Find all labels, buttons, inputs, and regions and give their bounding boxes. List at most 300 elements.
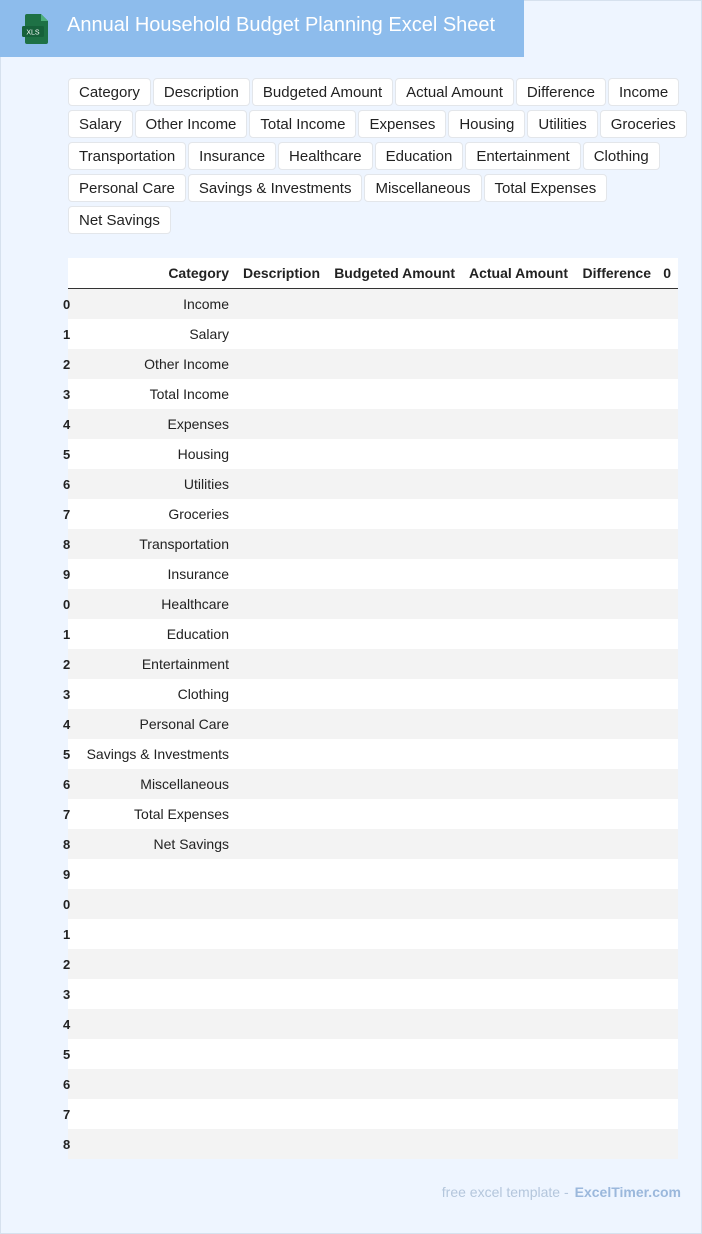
row-index-cell[interactable]	[63, 859, 76, 889]
empty-cell[interactable]	[462, 889, 575, 919]
row-index: 8	[63, 1137, 71, 1152]
table-row	[68, 979, 678, 1009]
category-chip[interactable]: Total Income	[249, 110, 356, 138]
category-cell[interactable]	[76, 1129, 236, 1159]
row-index: 8	[63, 837, 71, 852]
column-header: Category	[76, 258, 236, 289]
table-row	[68, 859, 678, 889]
empty-cell[interactable]	[575, 349, 658, 379]
empty-cell[interactable]	[327, 589, 462, 619]
empty-cell[interactable]	[327, 409, 462, 439]
row-index: 0	[63, 597, 71, 612]
row-index-cell[interactable]	[63, 589, 76, 619]
category-cell[interactable]	[76, 1069, 236, 1099]
category-chip[interactable]: Entertainment	[465, 142, 580, 170]
row-index-cell[interactable]	[63, 799, 76, 829]
row-index: 0	[63, 897, 71, 912]
row-index: 5	[63, 747, 71, 762]
empty-cell[interactable]	[575, 499, 658, 529]
empty-cell[interactable]	[575, 919, 658, 949]
empty-cell[interactable]	[658, 829, 678, 859]
category-cell[interactable]: Housing	[76, 439, 236, 469]
empty-cell[interactable]	[575, 739, 658, 769]
budget-table	[63, 258, 678, 1159]
empty-cell[interactable]	[575, 979, 658, 1009]
table-row	[68, 499, 678, 529]
empty-cell[interactable]	[575, 769, 658, 799]
empty-cell[interactable]	[236, 1099, 327, 1129]
category-cell[interactable]: Miscellaneous	[76, 769, 236, 799]
empty-cell[interactable]	[658, 619, 678, 649]
empty-cell[interactable]	[658, 649, 678, 679]
row-index: 4	[63, 1017, 71, 1032]
empty-cell[interactable]	[575, 379, 658, 409]
title-banner	[0, 0, 524, 57]
empty-cell[interactable]	[658, 409, 678, 439]
category-cell[interactable]: Expenses	[76, 409, 236, 439]
empty-cell[interactable]	[462, 349, 575, 379]
empty-cell[interactable]	[327, 919, 462, 949]
empty-cell[interactable]	[236, 739, 327, 769]
category-cell[interactable]: Other Income	[76, 349, 236, 379]
empty-cell[interactable]	[236, 319, 327, 349]
category-cell[interactable]: Insurance	[76, 559, 236, 589]
empty-cell[interactable]	[575, 529, 658, 559]
empty-cell[interactable]	[462, 379, 575, 409]
category-chip[interactable]: Category	[68, 78, 151, 106]
row-index: 1	[63, 927, 71, 942]
category-chip[interactable]: Savings & Investments	[188, 174, 363, 202]
row-index-cell[interactable]	[63, 499, 76, 529]
row-index-cell[interactable]	[63, 769, 76, 799]
row-index-cell[interactable]	[63, 439, 76, 469]
empty-cell[interactable]	[236, 469, 327, 499]
category-chip[interactable]: Miscellaneous	[364, 174, 481, 202]
empty-cell[interactable]	[462, 289, 575, 320]
empty-cell[interactable]	[462, 1099, 575, 1129]
empty-cell[interactable]	[658, 919, 678, 949]
empty-cell[interactable]	[236, 799, 327, 829]
row-index-cell[interactable]	[63, 1129, 76, 1159]
empty-cell[interactable]	[327, 949, 462, 979]
empty-cell[interactable]	[462, 949, 575, 979]
row-index-cell[interactable]	[63, 919, 76, 949]
empty-cell[interactable]	[327, 679, 462, 709]
empty-cell[interactable]	[462, 859, 575, 889]
category-cell[interactable]: Income	[76, 289, 236, 320]
category-cell[interactable]	[76, 1039, 236, 1069]
row-index-cell[interactable]	[63, 679, 76, 709]
empty-cell[interactable]	[462, 799, 575, 829]
category-cell[interactable]: Net Savings	[76, 829, 236, 859]
empty-cell[interactable]	[658, 589, 678, 619]
category-chip[interactable]: Healthcare	[278, 142, 373, 170]
empty-cell[interactable]	[236, 1069, 327, 1099]
column-header: Description	[236, 258, 327, 289]
empty-cell[interactable]	[462, 919, 575, 949]
row-index-cell[interactable]	[63, 1039, 76, 1069]
empty-cell[interactable]	[236, 499, 327, 529]
table-row	[68, 1009, 678, 1039]
row-index-cell[interactable]	[63, 469, 76, 499]
footer-prefix: free excel template -	[441, 1184, 569, 1200]
category-cell[interactable]: Clothing	[76, 679, 236, 709]
empty-cell[interactable]	[462, 1009, 575, 1039]
table-row	[68, 649, 678, 679]
empty-cell[interactable]	[236, 679, 327, 709]
category-chip[interactable]: Groceries	[600, 110, 687, 138]
empty-cell[interactable]	[327, 529, 462, 559]
empty-cell[interactable]	[658, 949, 678, 979]
row-index: 6	[63, 777, 71, 792]
table-row	[68, 469, 678, 499]
category-cell[interactable]: Total Expenses	[76, 799, 236, 829]
empty-cell[interactable]	[236, 289, 327, 320]
category-chip[interactable]: Net Savings	[68, 206, 171, 234]
row-index-cell[interactable]	[63, 289, 76, 320]
table-row	[68, 769, 678, 799]
row-index-cell[interactable]	[63, 409, 76, 439]
empty-cell[interactable]	[575, 649, 658, 679]
table-row	[68, 289, 678, 320]
category-cell[interactable]	[76, 1099, 236, 1129]
empty-cell[interactable]	[327, 979, 462, 1009]
category-cell[interactable]: Healthcare	[76, 589, 236, 619]
empty-cell[interactable]	[462, 589, 575, 619]
row-index-cell[interactable]	[63, 619, 76, 649]
empty-cell[interactable]	[575, 619, 658, 649]
table-row	[68, 1039, 678, 1069]
empty-cell[interactable]	[327, 649, 462, 679]
empty-cell[interactable]	[575, 1039, 658, 1069]
empty-cell[interactable]	[236, 709, 327, 739]
category-cell[interactable]: Savings & Investments	[76, 739, 236, 769]
excel-file-icon-label: XLS	[26, 29, 40, 37]
row-index: 4	[63, 717, 71, 732]
empty-cell[interactable]	[658, 859, 678, 889]
empty-cell[interactable]	[462, 529, 575, 559]
empty-cell[interactable]	[462, 409, 575, 439]
row-index-cell[interactable]	[63, 559, 76, 589]
empty-cell[interactable]	[236, 949, 327, 979]
empty-cell[interactable]	[462, 619, 575, 649]
empty-cell[interactable]	[575, 1129, 658, 1159]
empty-cell[interactable]	[575, 409, 658, 439]
table-row	[68, 679, 678, 709]
empty-cell[interactable]	[327, 829, 462, 859]
row-index: 8	[63, 537, 71, 552]
category-chip[interactable]: Expenses	[358, 110, 446, 138]
empty-cell[interactable]	[236, 829, 327, 859]
empty-cell[interactable]	[462, 559, 575, 589]
table-row	[68, 619, 678, 649]
category-chip[interactable]: Clothing	[583, 142, 660, 170]
empty-cell[interactable]	[658, 1069, 678, 1099]
footer-credit	[442, 1184, 681, 1200]
row-index-cell[interactable]	[63, 979, 76, 1009]
table-row	[68, 319, 678, 349]
empty-cell[interactable]	[658, 709, 678, 739]
empty-cell[interactable]	[658, 799, 678, 829]
category-chip[interactable]: Difference	[516, 78, 606, 106]
empty-cell[interactable]	[236, 649, 327, 679]
row-index: 3	[63, 387, 71, 402]
category-cell[interactable]: Salary	[76, 319, 236, 349]
empty-cell[interactable]	[236, 769, 327, 799]
empty-cell[interactable]	[575, 439, 658, 469]
empty-cell[interactable]	[658, 979, 678, 1009]
empty-cell[interactable]	[575, 709, 658, 739]
column-header: 0	[658, 258, 678, 289]
empty-cell[interactable]	[658, 289, 678, 320]
table-row	[68, 349, 678, 379]
table-row	[68, 529, 678, 559]
empty-cell[interactable]	[658, 679, 678, 709]
empty-cell[interactable]	[658, 529, 678, 559]
category-chip[interactable]: Other Income	[135, 110, 248, 138]
category-cell[interactable]: Groceries	[76, 499, 236, 529]
empty-cell[interactable]	[236, 919, 327, 949]
table-row	[68, 379, 678, 409]
row-index: 6	[63, 1077, 71, 1092]
empty-cell[interactable]	[236, 559, 327, 589]
empty-cell[interactable]	[236, 979, 327, 1009]
empty-cell[interactable]	[462, 709, 575, 739]
row-index-cell[interactable]	[63, 349, 76, 379]
empty-cell[interactable]	[575, 559, 658, 589]
empty-cell[interactable]	[327, 709, 462, 739]
empty-cell[interactable]	[462, 979, 575, 1009]
category-chip[interactable]: Utilities	[527, 110, 597, 138]
empty-cell[interactable]	[462, 649, 575, 679]
empty-cell[interactable]	[462, 319, 575, 349]
empty-cell[interactable]	[658, 469, 678, 499]
empty-cell[interactable]	[658, 1099, 678, 1129]
empty-cell[interactable]	[236, 529, 327, 559]
empty-cell[interactable]	[658, 1009, 678, 1039]
empty-cell[interactable]	[575, 859, 658, 889]
table-row	[68, 919, 678, 949]
category-chip[interactable]: Income	[608, 78, 679, 106]
category-cell[interactable]	[76, 949, 236, 979]
category-cell[interactable]	[76, 859, 236, 889]
empty-cell[interactable]	[462, 1129, 575, 1159]
row-index: 5	[63, 447, 71, 462]
row-index-cell[interactable]	[63, 319, 76, 349]
empty-cell[interactable]	[658, 1129, 678, 1159]
empty-cell[interactable]	[327, 379, 462, 409]
empty-cell[interactable]	[327, 769, 462, 799]
empty-cell[interactable]	[327, 619, 462, 649]
empty-cell[interactable]	[575, 889, 658, 919]
empty-cell[interactable]	[236, 349, 327, 379]
table-row	[68, 1069, 678, 1099]
category-chip[interactable]: Total Expenses	[484, 174, 608, 202]
empty-cell[interactable]	[658, 769, 678, 799]
table-row	[68, 1129, 678, 1159]
category-cell[interactable]: Education	[76, 619, 236, 649]
empty-cell[interactable]	[658, 319, 678, 349]
row-index: 2	[63, 357, 71, 372]
row-index-cell[interactable]	[63, 1009, 76, 1039]
empty-cell[interactable]	[462, 739, 575, 769]
table-row	[68, 439, 678, 469]
category-chip[interactable]: Education	[375, 142, 464, 170]
row-index-cell[interactable]	[63, 829, 76, 859]
category-cell[interactable]	[76, 919, 236, 949]
row-index: 2	[63, 657, 71, 672]
empty-cell[interactable]	[575, 289, 658, 320]
empty-cell[interactable]	[658, 499, 678, 529]
empty-cell[interactable]	[462, 1069, 575, 1099]
empty-cell[interactable]	[327, 799, 462, 829]
empty-cell[interactable]	[462, 829, 575, 859]
empty-cell[interactable]	[575, 1069, 658, 1099]
category-chip[interactable]: Salary	[68, 110, 133, 138]
table-row	[68, 829, 678, 859]
category-cell[interactable]	[76, 1009, 236, 1039]
row-index: 1	[63, 327, 71, 342]
row-index-cell[interactable]	[63, 529, 76, 559]
row-index: 3	[63, 687, 71, 702]
category-chip[interactable]: Actual Amount	[395, 78, 514, 106]
empty-cell[interactable]	[236, 889, 327, 919]
empty-cell[interactable]	[658, 1039, 678, 1069]
empty-cell[interactable]	[327, 289, 462, 320]
empty-cell[interactable]	[658, 379, 678, 409]
empty-cell[interactable]	[462, 679, 575, 709]
category-chip-list	[68, 78, 688, 236]
category-chip[interactable]: Insurance	[188, 142, 276, 170]
category-chip[interactable]: Budgeted Amount	[252, 78, 393, 106]
empty-cell[interactable]	[327, 469, 462, 499]
empty-cell[interactable]	[658, 889, 678, 919]
category-cell[interactable]	[76, 979, 236, 1009]
empty-cell[interactable]	[327, 499, 462, 529]
category-cell[interactable]	[76, 889, 236, 919]
empty-cell[interactable]	[658, 739, 678, 769]
empty-cell[interactable]	[236, 1009, 327, 1039]
empty-cell[interactable]	[658, 439, 678, 469]
empty-cell[interactable]	[327, 439, 462, 469]
row-index-cell[interactable]	[63, 949, 76, 979]
empty-cell[interactable]	[575, 589, 658, 619]
table-row	[68, 949, 678, 979]
row-index: 7	[63, 1107, 71, 1122]
table-body	[63, 289, 678, 1160]
category-cell[interactable]: Entertainment	[76, 649, 236, 679]
empty-cell[interactable]	[236, 1129, 327, 1159]
empty-cell[interactable]	[575, 829, 658, 859]
row-index: 4	[63, 417, 71, 432]
category-cell[interactable]: Utilities	[76, 469, 236, 499]
empty-cell[interactable]	[327, 1039, 462, 1069]
empty-cell[interactable]	[236, 379, 327, 409]
empty-cell[interactable]	[462, 499, 575, 529]
empty-cell[interactable]	[327, 1129, 462, 1159]
row-index-cell[interactable]	[63, 1069, 76, 1099]
empty-cell[interactable]	[575, 469, 658, 499]
column-header: Difference	[575, 258, 658, 289]
footer-brand-link[interactable]: ExcelTimer.com	[574, 1184, 681, 1200]
row-index: 7	[63, 507, 71, 522]
row-index-cell[interactable]	[63, 1099, 76, 1129]
empty-cell[interactable]	[327, 889, 462, 919]
category-chip[interactable]: Description	[153, 78, 250, 106]
empty-cell[interactable]	[327, 739, 462, 769]
empty-cell[interactable]	[327, 859, 462, 889]
excel-file-icon	[21, 13, 51, 45]
empty-cell[interactable]	[575, 319, 658, 349]
empty-cell[interactable]	[236, 1039, 327, 1069]
row-index-cell[interactable]	[63, 379, 76, 409]
row-index: 9	[63, 867, 71, 882]
empty-cell[interactable]	[575, 949, 658, 979]
column-header	[68, 258, 76, 289]
category-chip[interactable]: Personal Care	[68, 174, 186, 202]
table-row	[68, 559, 678, 589]
empty-cell[interactable]	[658, 559, 678, 589]
empty-cell[interactable]	[462, 1039, 575, 1069]
empty-cell[interactable]	[236, 859, 327, 889]
row-index-cell[interactable]	[63, 709, 76, 739]
empty-cell[interactable]	[462, 769, 575, 799]
column-header: Actual Amount	[462, 258, 575, 289]
table-row	[68, 589, 678, 619]
empty-cell[interactable]	[327, 1009, 462, 1039]
empty-cell[interactable]	[327, 559, 462, 589]
empty-cell[interactable]	[462, 439, 575, 469]
empty-cell[interactable]	[327, 1069, 462, 1099]
table-row	[68, 799, 678, 829]
row-index-cell[interactable]	[63, 649, 76, 679]
empty-cell[interactable]	[575, 1099, 658, 1129]
row-index: 9	[63, 567, 71, 582]
empty-cell[interactable]	[575, 1009, 658, 1039]
table-header-row	[68, 258, 678, 289]
category-chip[interactable]: Transportation	[68, 142, 186, 170]
column-header: Budgeted Amount	[327, 258, 462, 289]
row-index: 6	[63, 477, 71, 492]
table-row	[68, 409, 678, 439]
category-cell[interactable]: Total Income	[76, 379, 236, 409]
page-title: Annual Household Budget Planning Excel Sheet	[67, 14, 496, 36]
empty-cell[interactable]	[236, 589, 327, 619]
empty-cell[interactable]	[658, 349, 678, 379]
empty-cell[interactable]	[462, 469, 575, 499]
empty-cell[interactable]	[575, 799, 658, 829]
row-index: 0	[63, 297, 71, 312]
row-index-cell[interactable]	[63, 739, 76, 769]
category-chip[interactable]: Housing	[448, 110, 525, 138]
row-index-cell[interactable]	[63, 889, 76, 919]
category-cell[interactable]: Transportation	[76, 529, 236, 559]
table-row	[68, 889, 678, 919]
table-row	[68, 1099, 678, 1129]
empty-cell[interactable]	[327, 1099, 462, 1129]
row-index: 1	[63, 627, 71, 642]
category-cell[interactable]: Personal Care	[76, 709, 236, 739]
empty-cell[interactable]	[327, 319, 462, 349]
table-row	[68, 739, 678, 769]
empty-cell[interactable]	[327, 349, 462, 379]
empty-cell[interactable]	[236, 409, 327, 439]
row-index: 7	[63, 807, 71, 822]
table-row	[68, 709, 678, 739]
empty-cell[interactable]	[236, 619, 327, 649]
empty-cell[interactable]	[575, 679, 658, 709]
empty-cell[interactable]	[236, 439, 327, 469]
